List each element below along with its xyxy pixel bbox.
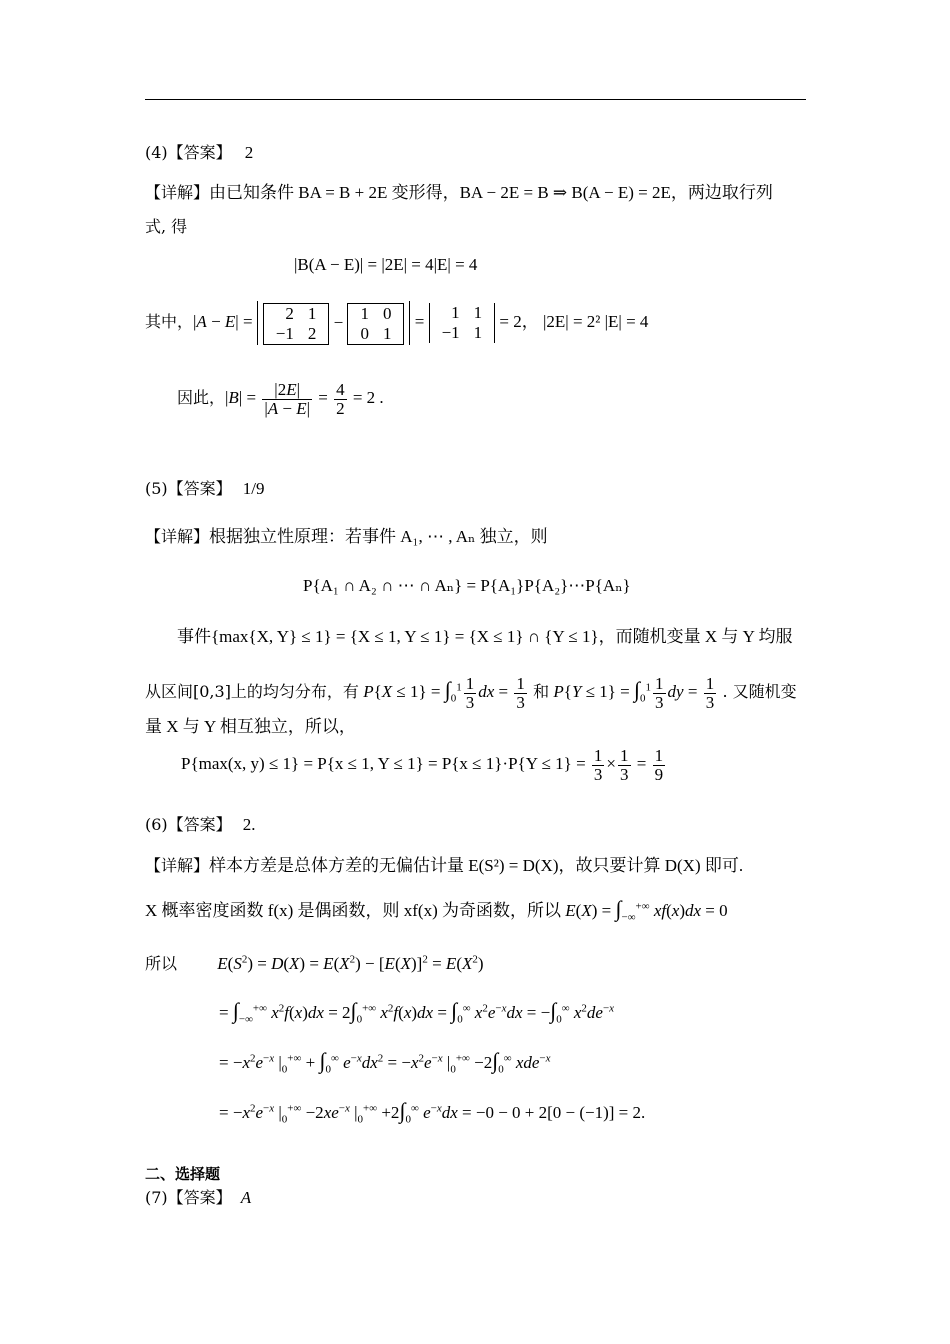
q6-detail-prefix: 【详解】 bbox=[145, 856, 210, 875]
q4-fraction-1: $\frac{|2E|}{|A - E|}$ bbox=[264, 379, 310, 418]
q5-final-prefix: P{max(x, y) ≤ 1} = P{x ≤ 1, Y ≤ 1} = P{x ≤ 1}·P{Y ≤ 1} = bbox=[181, 754, 586, 773]
q5-frac-third-3: $\frac{1}{3}$ bbox=[655, 673, 664, 712]
q5-intro: 根据独立性原理：若事件 A₁, ⋯ , Aₙ 独立，则 bbox=[209, 527, 548, 546]
q6-step-1: = $\int_{-\infty}^{+\infty}$ $x^2f(x)dx = 2\int_0^{+\infty}$ $x^2f(x)dx = \int_0^\infty$ $x^2e^{-x}dx = -\int_0^\infty$ $x^2de^{-x}$ bbox=[219, 998, 615, 1026]
q6-step-3: = $-x^2e^{-x}$ $|_0^{+\infty} -2xe^{-x}$ $|_0^{+\infty} +2\int_0^\infty$ $e^{-x}dx = -0 - 0 + 2[0 - (-1)] = 2$. bbox=[219, 1098, 646, 1126]
q5-frac-third-2: $\frac{1}{3}$ bbox=[516, 673, 525, 712]
q6-even-text: X 概率密度函数 f(x) 是偶函数，则 xf(x) 为奇函数，所以 bbox=[145, 901, 561, 920]
section-2-title: 二、选择题 bbox=[145, 1165, 221, 1183]
q6-step-2: = $-x^2e^{-x}$ $|_0^{+\infty} + \int_0^\infty$ $e^{-x}dx^2 = -x^2e^{-x}$ $|_0^{+\infty} -2\int_0^\infty$ xde$^{-x}$ bbox=[219, 1048, 551, 1076]
q6-so-word: 所以 bbox=[145, 954, 178, 973]
q5-final-line: P{max(x, y) ≤ 1} = P{x ≤ 1, Y ≤ 1} = P{x ≤ 1}·P{Y ≤ 1} = $\frac{1}{3}$ × $\frac{1}{3}$ = $\frac{1}{9}$ bbox=[181, 745, 664, 784]
q5-answer: 1/9 bbox=[242, 479, 265, 498]
q4-label: (4)【答案】 bbox=[145, 143, 232, 162]
q6-even-line: X 概率密度函数 f(x) 是偶函数，则 xf(x) 为奇函数，所以 $E(X) = \int_{-\infty}^{+\infty}$ xf(x)dx = 0 bbox=[145, 896, 728, 924]
q5-frac-third-4: $\frac{1}{3}$ bbox=[705, 673, 715, 712]
q5-detail-prefix: 【详解】 bbox=[145, 527, 210, 546]
q6-detail-line bbox=[145, 855, 743, 877]
q5-again-word: . 又随机变 bbox=[722, 682, 797, 701]
q4-detail-prefix: 【详解】 bbox=[145, 183, 210, 202]
q5-and-word: 和 bbox=[533, 682, 550, 701]
q4-intro: 由已知条件 BA = B + 2E 变形得，BA − 2E = B ⇒ B(A − E) = 2E，两边取行列 bbox=[209, 183, 773, 202]
q5-final-frac-1: $\frac{1}{3}$ bbox=[593, 745, 603, 784]
q6-intro: 样本方差是总体方差的无偏估计量 E(S²) = D(X)，故只要计算 D(X) 即可. bbox=[209, 856, 744, 875]
q5-label: (5)【答案】 bbox=[145, 479, 232, 498]
q7-answer-line bbox=[145, 1187, 251, 1209]
q4-answer: 2 bbox=[244, 143, 254, 162]
q5-final-frac-2: $\frac{1}{3}$ bbox=[620, 745, 629, 784]
q4-matrix-a: 2 1 −1 2 − 1 0 0 1 bbox=[257, 301, 411, 345]
q6-label: (6)【答案】 bbox=[145, 815, 232, 834]
q4-where-tail: = 2， |2E| = 2² |E| = 4 bbox=[499, 312, 649, 331]
q6-answer: 2. bbox=[242, 815, 256, 834]
q5-final-frac-3: $\frac{1}{9}$ bbox=[654, 745, 664, 784]
header-rule bbox=[145, 99, 806, 100]
q5-event-line: 事件{max{X, Y} ≤ 1} = {X ≤ 1, Y ≤ 1} = {X ≤ 1} ∩ {Y ≤ 1}，而随机变量 X 与 Y 均服 bbox=[177, 627, 793, 646]
q4-determinant: 1 1 −1 1 bbox=[429, 303, 496, 343]
q4-where-label: 其中， bbox=[145, 312, 194, 331]
q5-independence-equation: P{A₁ ∩ A₂ ∩ ⋯ ∩ Aₙ} = P{A₁}P{A₂}⋯P{Aₙ} bbox=[303, 576, 631, 595]
q4-therefore-line: 因此，|B| = $\frac{|2E|}{|A - E|}$ = $\frac{4}{2}$ = 2 . bbox=[177, 379, 384, 418]
q4-determinant-equation: |B(A − E)| = |2E| = 4|E| = 4 bbox=[294, 255, 478, 274]
q5-frac-third-1: $\frac{1}{3}$ bbox=[465, 673, 475, 712]
q6-answer-line bbox=[145, 814, 256, 836]
q4-answer-line bbox=[145, 142, 253, 164]
q4-therefore-tail: = 2 . bbox=[352, 388, 384, 407]
q4-where-line: 其中，|A − E| = 2 1 −1 2 − 1 0 0 1 = 1 1 −1 1 = 2， |2E| = 2² |E| = 4 bbox=[145, 300, 648, 345]
q5-uniform-prefix: 从区间[0,3]上的均匀分布，有 bbox=[145, 682, 359, 701]
q7-label: (7)【答案】 bbox=[145, 1188, 232, 1207]
q5-indep-line: 量 X 与 Y 相互独立，所以， bbox=[145, 717, 356, 736]
q5-answer-line bbox=[145, 478, 265, 500]
q4-therefore-label: 因此， bbox=[177, 388, 226, 407]
q5-uniform-line: 从区间[0,3]上的均匀分布，有 $P\{X \le 1\} = \int_0^1$ $\frac{1}{3}$ dx = $\frac{1}{3}$ 和 $P\{Y \le 1\} = \int_0^1$ $\frac{1}{3}$ dy = $\frac{1}{3}$ . 又随机变 bbox=[145, 673, 797, 712]
q4-intro-cont: 式, 得 bbox=[145, 217, 188, 236]
q4-fraction-2: $\frac{4}{2}$ bbox=[336, 379, 345, 418]
q7-answer: A bbox=[240, 1188, 252, 1207]
q6-so-line: 所以 $E(S^2) = D(X) = E(X^2) - [E(X)]^2 = E(X^2)$ bbox=[145, 953, 484, 973]
q4-detail-line bbox=[145, 182, 773, 204]
q5-detail-line bbox=[145, 526, 548, 548]
